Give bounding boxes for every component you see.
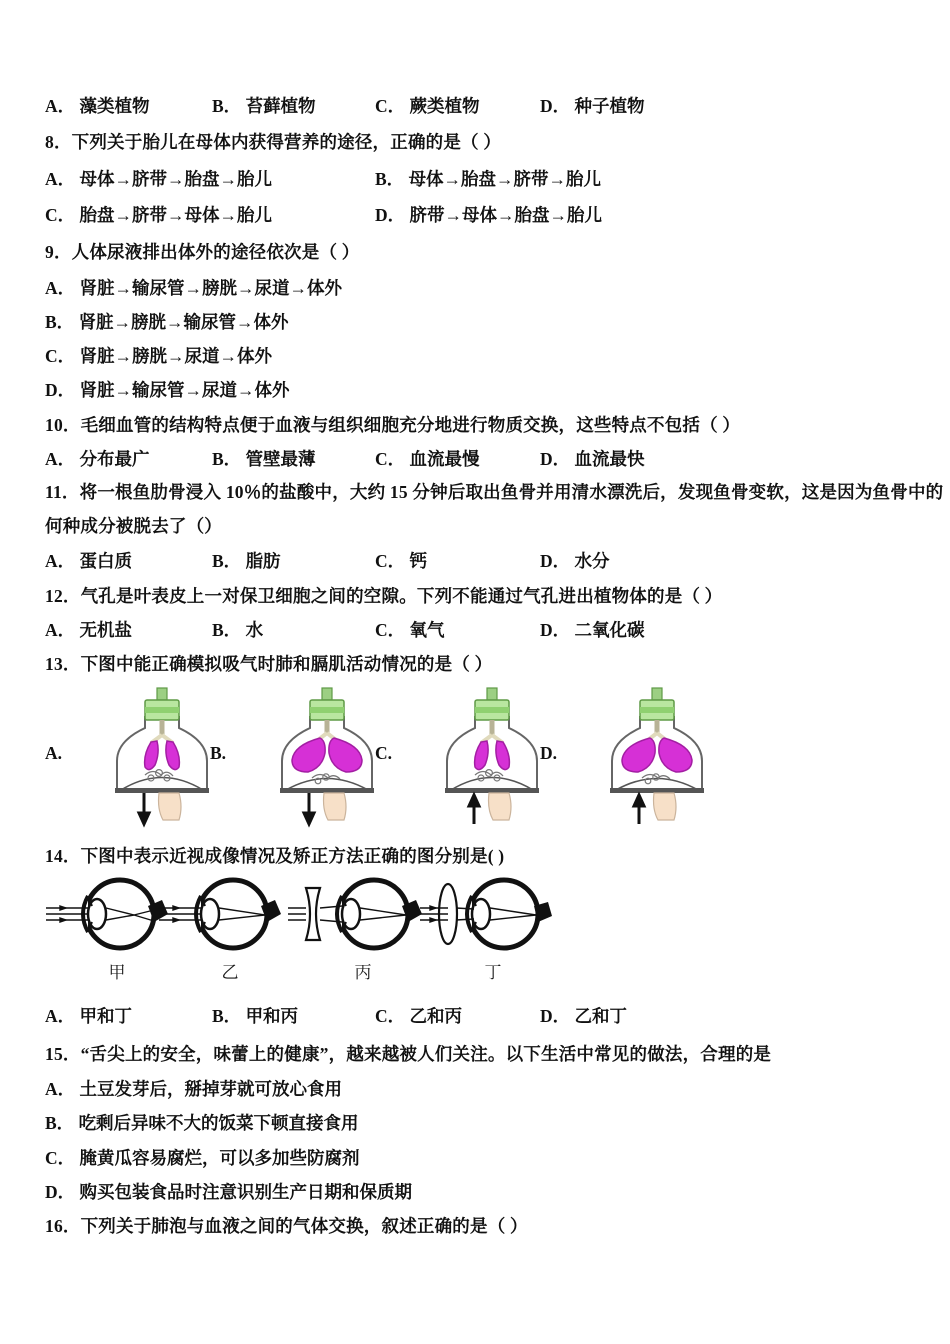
eye-diagram-yi xyxy=(155,872,305,984)
eye-label-yi: 乙 xyxy=(221,963,239,982)
question-13-stem: 13．下图中能正确模拟吸气时肺和膈肌活动情况的是（ ） xyxy=(45,654,493,674)
option-b: B． 甲和丙 xyxy=(212,1006,299,1026)
option-d: D． 水分 xyxy=(540,551,610,571)
option-a: A． 母体→脐带→胎盘→胎儿 xyxy=(45,169,273,189)
option-b: B． 脂肪 xyxy=(212,551,281,571)
eye-diagram-ding xyxy=(418,872,568,984)
eye-label-bing: 丙 xyxy=(354,963,372,982)
option-d: D． 血流最快 xyxy=(540,449,645,469)
eye-svg-ding xyxy=(418,872,568,960)
bell-jar-label-a: A. xyxy=(45,743,63,763)
option-a: A． 藻类植物 xyxy=(45,96,150,116)
eye-svg-yi xyxy=(155,872,305,960)
question-9-stem: 9．人体尿液排出体外的途径依次是（ ） xyxy=(45,242,360,262)
question-12-stem: 12．气孔是叶表皮上一对保卫细胞之间的空隙。下列不能通过气孔进出植物体的是（ ） xyxy=(45,586,723,606)
option-b: B． 管壁最薄 xyxy=(212,449,316,469)
question-11-stem-line-2: 何种成分被脱去了（） xyxy=(45,516,222,536)
eye-label-jia: 甲 xyxy=(108,963,126,982)
exam-page: A． 藻类植物 B． 苔藓植物 C． 蕨类植物 D． 种子植物 8．下列关于胎儿在母体内获得营养的途径，正确的是（ ） A． 母体→脐带→胎盘→胎儿 B． 母体→胎盘→脐带→胎儿 C． 胎盘→脐带→母体→胎儿 D． 脐带→母体→胎盘→胎儿 9．人体尿液排出体外的途径依次是（ ） A． 肾脏→输尿管→膀胱→尿道→体外 B． 肾脏→膀胱→输尿管→体外 C． 肾脏→膀胱→尿道→体外 D． 肾脏→输尿管→尿道→体外 10．毛细血管的结构特点便于血液与组织细胞充分地进行物质交换，这些特点不包括（ ） A． 分布最广 B． 管壁最薄 C． 血流最慢 D． 血流最快 11．将一根鱼肋骨浸入 10％的盐酸中，大约 15 分钟后取出鱼骨并用清水漂洗后，发现鱼骨变软，这是因为鱼骨中的 何种成分被脱去了（） A． 蛋白质 B． 脂肪 C． 钙 D． 水分 12．气孔是叶表皮上一对保卫细胞之间的空隙。下列不能通过气孔进出植物体的是（ ） A． 无机盐 B． 水 C． 氧气 D． 二氧化碳 13．下图中能正确模拟吸气时肺和膈肌活动情况的是（ ） A. B. C. D. 14．下图中表示近视成像情况及矫正方法正确的图分别是( ) 甲 乙 丙 丁 A． 甲和丁 B． 甲和丙 C． 乙和丙 D． 乙和丁 15．“舌尖上的安全，味蕾上的健康”，越来越被人们关注。以下生活中常见的做法，合理的是 A． 土豆发芽后，掰掉芽就可放心食用 B． 吃剩后异味不大的饭菜下顿直接食用 C． 腌黄瓜容易腐烂，可以多加些防腐剂 D． 购买包装食品时注意识别生产日期和保质期 16．下列关于肺泡与血液之间的气体交换，叙述正确的是（ ） xyxy=(0,0,950,1344)
bell-jar-label-c: C. xyxy=(375,743,393,763)
option-c: C． 胎盘→脐带→母体→胎儿 xyxy=(45,205,273,225)
option-d: D． 脐带→母体→胎盘→胎儿 xyxy=(375,205,603,225)
eye-svg-bing xyxy=(288,872,438,960)
question-14-stem: 14．下图中表示近视成像情况及矫正方法正确的图分别是( ) xyxy=(45,846,505,866)
bell-jar-figure-group xyxy=(0,683,950,828)
option-c: C． 蕨类植物 xyxy=(375,96,480,116)
bell-jar-label-b: B. xyxy=(210,743,227,763)
question-11-stem-line-1: 11．将一根鱼肋骨浸入 10％的盐酸中，大约 15 分钟后取出鱼骨并用清水漂洗后，发现鱼骨变软，这是因为鱼骨中的 xyxy=(45,482,944,502)
concave-lens-icon xyxy=(306,888,320,940)
option-b: B． 母体→胎盘→脐带→胎儿 xyxy=(375,169,602,189)
question-10-stem: 10．毛细血管的结构特点便于血液与组织细胞充分地进行物质交换，这些特点不包括（ ） xyxy=(45,415,741,435)
option-b: B． 水 xyxy=(212,620,264,640)
bell-jar-option-d xyxy=(540,683,755,828)
option-d: D． 乙和丁 xyxy=(540,1006,628,1026)
eye-diagram-bing xyxy=(288,872,438,984)
question-8-stem: 8．下列关于胎儿在母体内获得营养的途径，正确的是（ ） xyxy=(45,132,502,152)
option-a: A． 蛋白质 xyxy=(45,551,133,571)
option-d: D． 二氧化碳 xyxy=(540,620,645,640)
option-c: C． 乙和丙 xyxy=(375,1006,463,1026)
bell-jar-diagram-d xyxy=(582,683,732,828)
eye-figure-group xyxy=(0,872,950,984)
eye-label-ding: 丁 xyxy=(484,963,502,982)
bell-jar-label-d: D. xyxy=(540,743,558,763)
option-a: A． 分布最广 xyxy=(45,449,150,469)
option-c: C． 氧气 xyxy=(375,620,445,640)
option-c: C． 血流最慢 xyxy=(375,449,480,469)
question-16-stem: 16．下列关于肺泡与血液之间的气体交换，叙述正确的是（ ） xyxy=(45,1216,528,1236)
option-d: D． 种子植物 xyxy=(540,96,645,116)
option-b: B． 苔藓植物 xyxy=(212,96,316,116)
option-a: A． 甲和丁 xyxy=(45,1006,133,1026)
option-a: A． 无机盐 xyxy=(45,620,133,640)
question-15-stem: 15．“舌尖上的安全，味蕾上的健康”，越来越被人们关注。以下生活中常见的做法，合理的是 xyxy=(45,1044,772,1064)
option-c: C． 钙 xyxy=(375,551,428,571)
